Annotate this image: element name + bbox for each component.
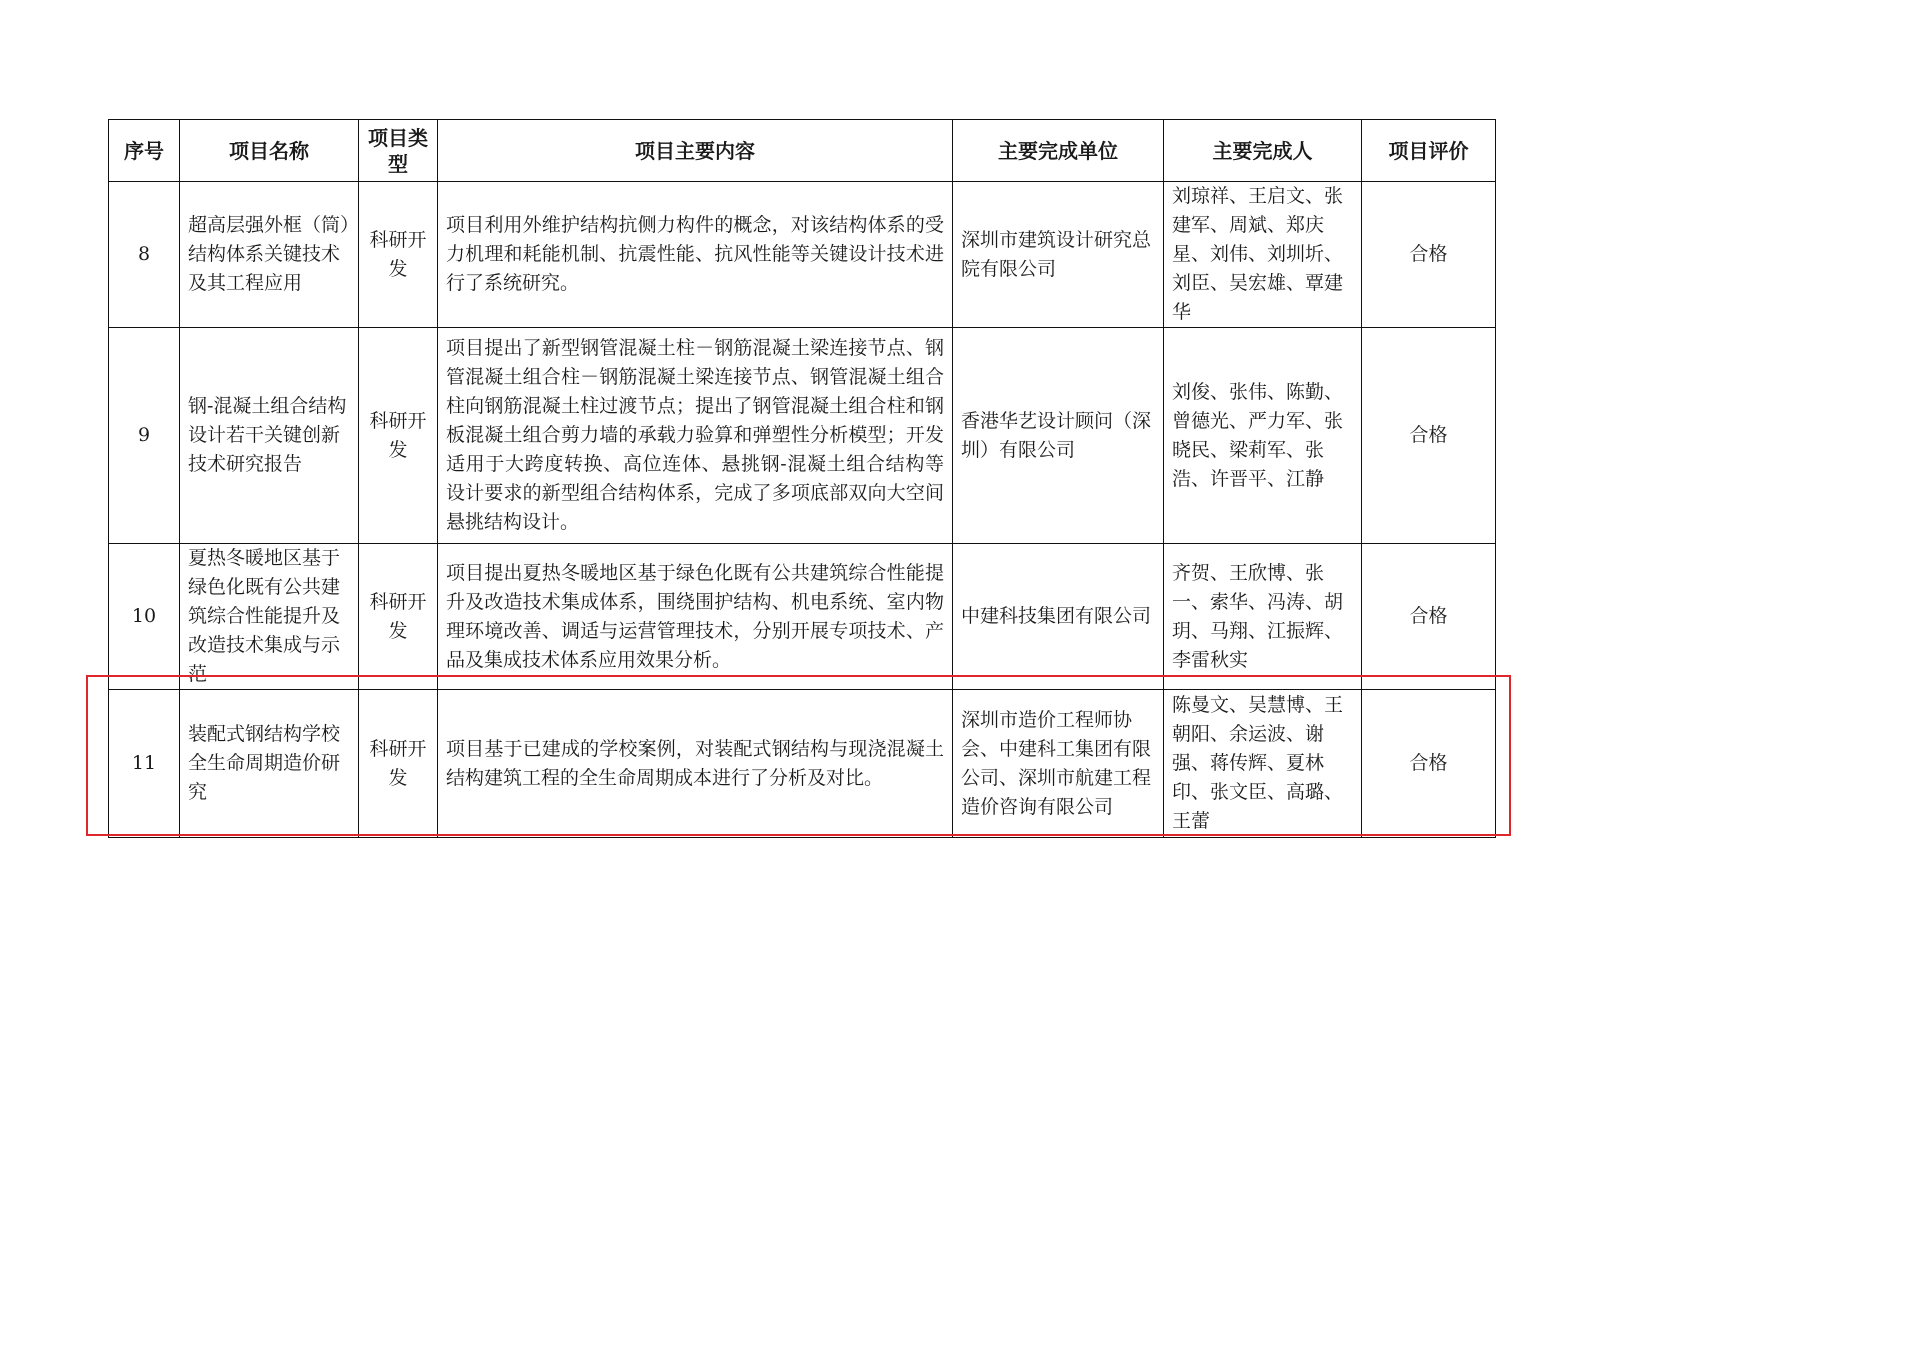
cell-name: 夏热冬暖地区基于绿色化既有公共建筑综合性能提升及改造技术集成与示范: [180, 544, 359, 690]
cell-seq: 11: [109, 690, 180, 838]
cell-people: 刘琼祥、王启文、张建军、周斌、郑庆星、刘伟、刘圳圻、刘臣、吴宏雄、覃建华: [1164, 182, 1362, 328]
cell-name: 装配式钢结构学校全生命周期造价研究: [180, 690, 359, 838]
table-row: [109, 182, 1496, 328]
cell-name: 超高层强外框（筒）结构体系关键技术及其工程应用: [180, 182, 359, 328]
header-people: 主要完成人: [1164, 120, 1362, 182]
cell-unit: 香港华艺设计顾问（深圳）有限公司: [953, 328, 1164, 544]
header-evaluation: 项目评价: [1362, 120, 1496, 182]
cell-seq: 9: [109, 328, 180, 544]
header-name: 项目名称: [180, 120, 359, 182]
cell-evaluation: 合格: [1362, 328, 1496, 544]
table-row: [109, 328, 1496, 544]
cell-evaluation: 合格: [1362, 544, 1496, 690]
cell-evaluation: 合格: [1362, 182, 1496, 328]
header-seq: 序号: [109, 120, 180, 182]
cell-unit: 深圳市建筑设计研究总院有限公司: [953, 182, 1164, 328]
cell-type: 科研开发: [359, 182, 438, 328]
projects-table: [108, 119, 1496, 838]
cell-people: 陈曼文、吴慧博、王朝阳、余运波、谢强、蒋传辉、夏林印、张文臣、高璐、王蕾: [1164, 690, 1362, 838]
cell-people: 刘俊、张伟、陈勤、曾德光、严力军、张晓民、梁莉军、张浩、许晋平、江静: [1164, 328, 1362, 544]
cell-unit: 中建科技集团有限公司: [953, 544, 1164, 690]
table-row-highlighted: [109, 690, 1496, 838]
table-header-row: [109, 120, 1496, 182]
cell-people: 齐贺、王欣博、张一、索华、冯涛、胡玥、马翔、江振辉、李雷秋实: [1164, 544, 1362, 690]
cell-seq: 8: [109, 182, 180, 328]
cell-content: 项目提出了新型钢管混凝土柱－钢筋混凝土梁连接节点、钢管混凝土组合柱－钢筋混凝土梁连接节点、钢管混凝土组合柱向钢筋混凝土柱过渡节点；提出了钢管混凝土组合柱和钢板混凝土组合剪力墙的承载力验算和弹塑性分析模型；开发适用于大跨度转换、高位连体、悬挑钢-混凝土组合结构等设计要求的新型组合结构体系，完成了多项底部双向大空间悬挑结构设计。: [438, 328, 953, 544]
header-unit: 主要完成单位: [953, 120, 1164, 182]
table-row: [109, 544, 1496, 690]
cell-type: 科研开发: [359, 544, 438, 690]
cell-evaluation: 合格: [1362, 690, 1496, 838]
cell-seq: 10: [109, 544, 180, 690]
cell-type: 科研开发: [359, 690, 438, 838]
header-content: 项目主要内容: [438, 120, 953, 182]
cell-content: 项目提出夏热冬暖地区基于绿色化既有公共建筑综合性能提升及改造技术集成体系，围绕围护结构、机电系统、室内物理环境改善、调适与运营管理技术，分别开展专项技术、产品及集成技术体系应用效果分析。: [438, 544, 953, 690]
cell-content: 项目利用外维护结构抗侧力构件的概念，对该结构体系的受力机理和耗能机制、抗震性能、抗风性能等关键设计技术进行了系统研究。: [438, 182, 953, 328]
header-type: 项目类型: [359, 120, 438, 182]
cell-type: 科研开发: [359, 328, 438, 544]
cell-unit: 深圳市造价工程师协会、中建科工集团有限公司、深圳市航建工程造价咨询有限公司: [953, 690, 1164, 838]
cell-content: 项目基于已建成的学校案例，对装配式钢结构与现浇混凝土结构建筑工程的全生命周期成本进行了分析及对比。: [438, 690, 953, 838]
cell-name: 钢-混凝土组合结构设计若干关键创新技术研究报告: [180, 328, 359, 544]
